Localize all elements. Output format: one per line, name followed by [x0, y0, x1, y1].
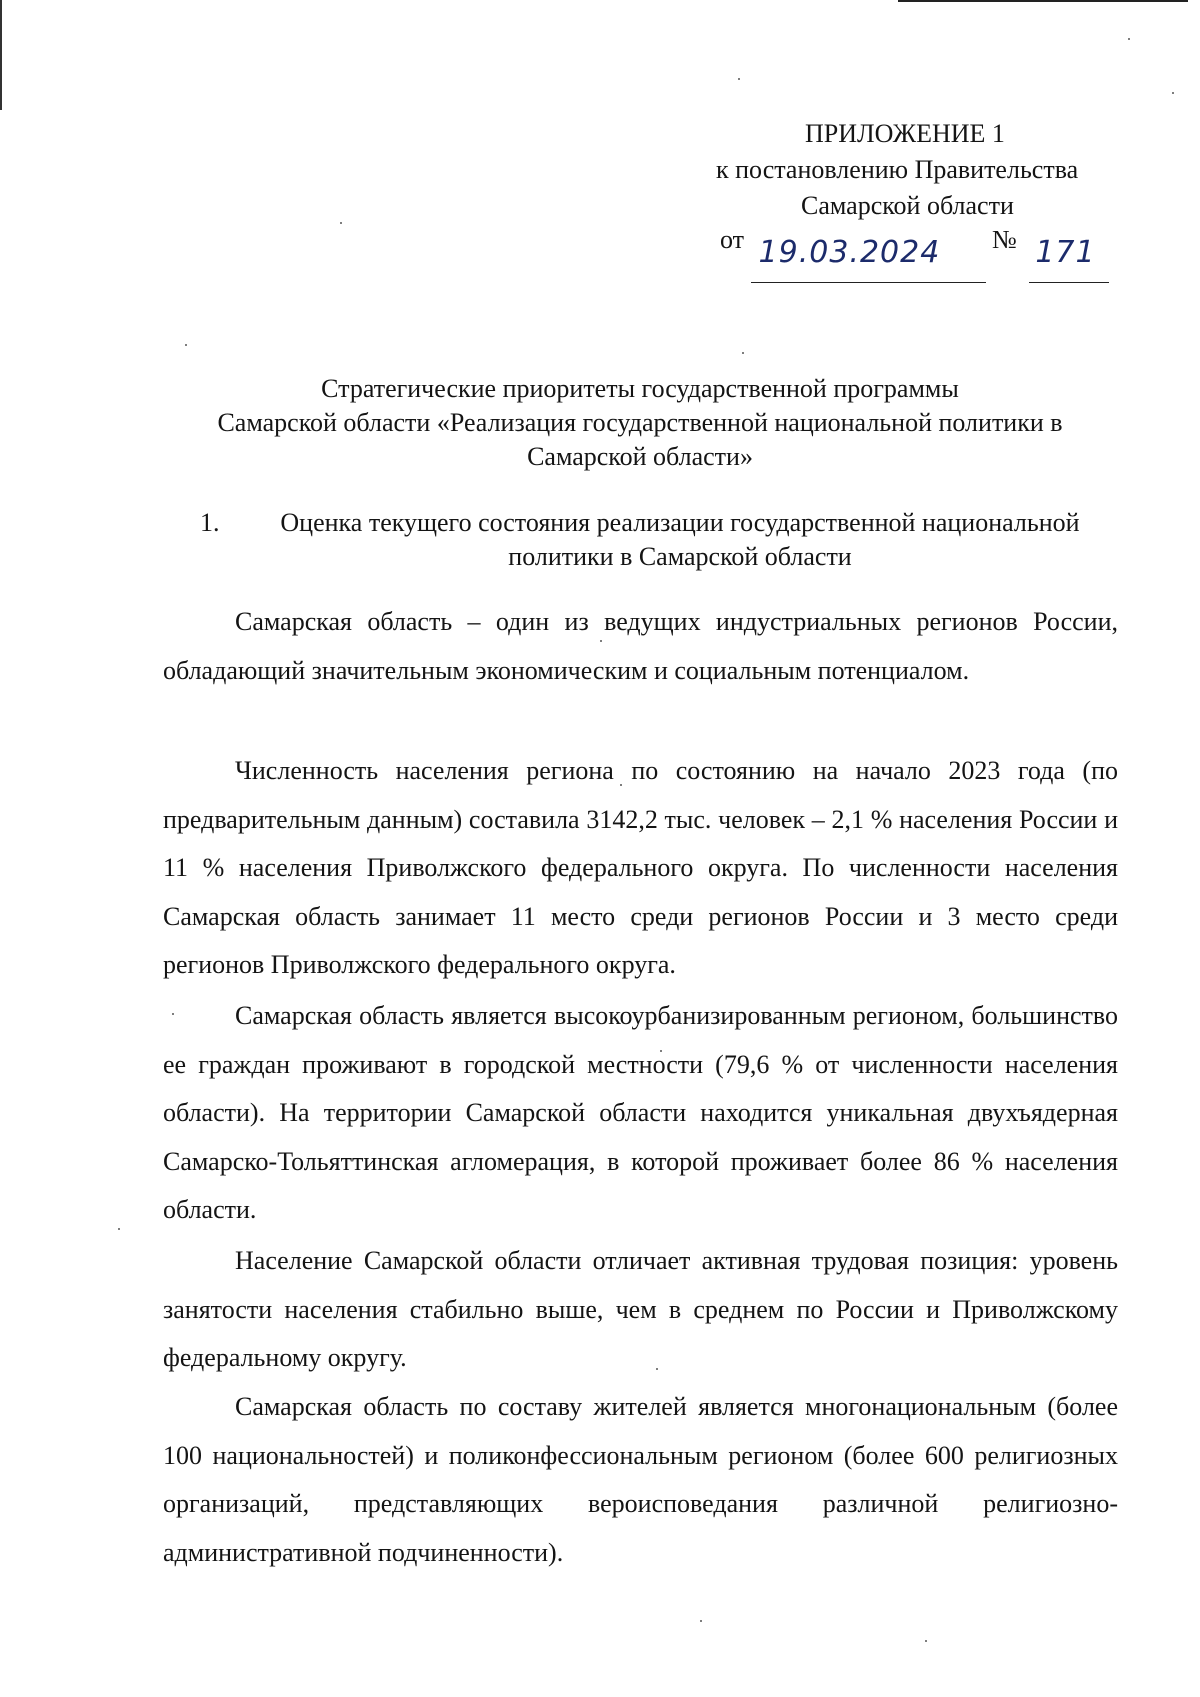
scan-speck: [1128, 38, 1130, 40]
scan-edge-mark: [0, 0, 2, 110]
date-prefix: от: [720, 225, 745, 254]
date-underline: [751, 282, 986, 283]
section-number: 1.: [200, 508, 220, 537]
document-title: [120, 372, 1160, 474]
scan-speck: [118, 1228, 120, 1230]
scan-speck: [1172, 92, 1174, 94]
title-line-1: Стратегические приоритеты государственной программы: [321, 374, 959, 403]
scan-speck: [340, 222, 342, 224]
paragraph: Самарская область является высокоурбанизированным регионом, большинство ее граждан проживают в городской местности (79,6 % от численности населения области). На территории Самарской области находится уникальная двухъядерная Самарско-Тольяттинская агломерация, в которой проживает более 86 % населения области.: [163, 1001, 1118, 1224]
handwritten-date: 19.03.2024: [758, 235, 941, 270]
scan-speck: [738, 78, 740, 80]
scan-speck: [700, 1620, 702, 1622]
scan-border-line: [898, 0, 1188, 2]
title-line-2: Самарской области «Реализация государственной национальной политики в: [217, 408, 1063, 437]
scan-speck: [742, 352, 744, 354]
title-line-3: Самарской области»: [527, 442, 753, 471]
date-number-line: [720, 223, 1109, 270]
number-underline: [1029, 282, 1109, 283]
region-name: Самарской области: [801, 191, 1014, 220]
section-heading-text: Оценка текущего состояния реализации государственной национальной политики в Самарской области: [280, 508, 1080, 571]
paragraph: Самарская область по составу жителей является многонациональным (более 100 национальностей) и поликонфессиональным регионом (более 600 религиозных организаций, представляющих вероисповедания различной религиозно-административной подчиненности).: [163, 1392, 1118, 1567]
scan-speck: [185, 344, 187, 346]
paragraph: Самарская область – один из ведущих индустриальных регионов России, обладающий значительным экономическим и социальным потенциалом.: [163, 607, 1118, 685]
resolution-reference: к постановлению Правительства: [716, 155, 1079, 184]
handwritten-number: 171: [1035, 235, 1096, 270]
paragraph: Население Самарской области отличает активная трудовая позиция: уровень занятости населения стабильно выше, чем в среднем по России и Приволжскому федеральному округу.: [163, 1246, 1118, 1372]
number-prefix: №: [992, 225, 1017, 254]
scan-speck: [925, 1640, 927, 1642]
paragraph: Численность населения региона по состоянию на начало 2023 года (по предварительным данным) составила 3142,2 тыс. человек – 2,1 % населения России и 11 % населения Приволжского федерального округа. По численности населения Самарская область занимает 11 место среди регионов России и 3 место среди регионов Приволжского федерального округа.: [163, 756, 1118, 979]
appendix-label: ПРИЛОЖЕНИЕ 1: [805, 119, 1005, 148]
